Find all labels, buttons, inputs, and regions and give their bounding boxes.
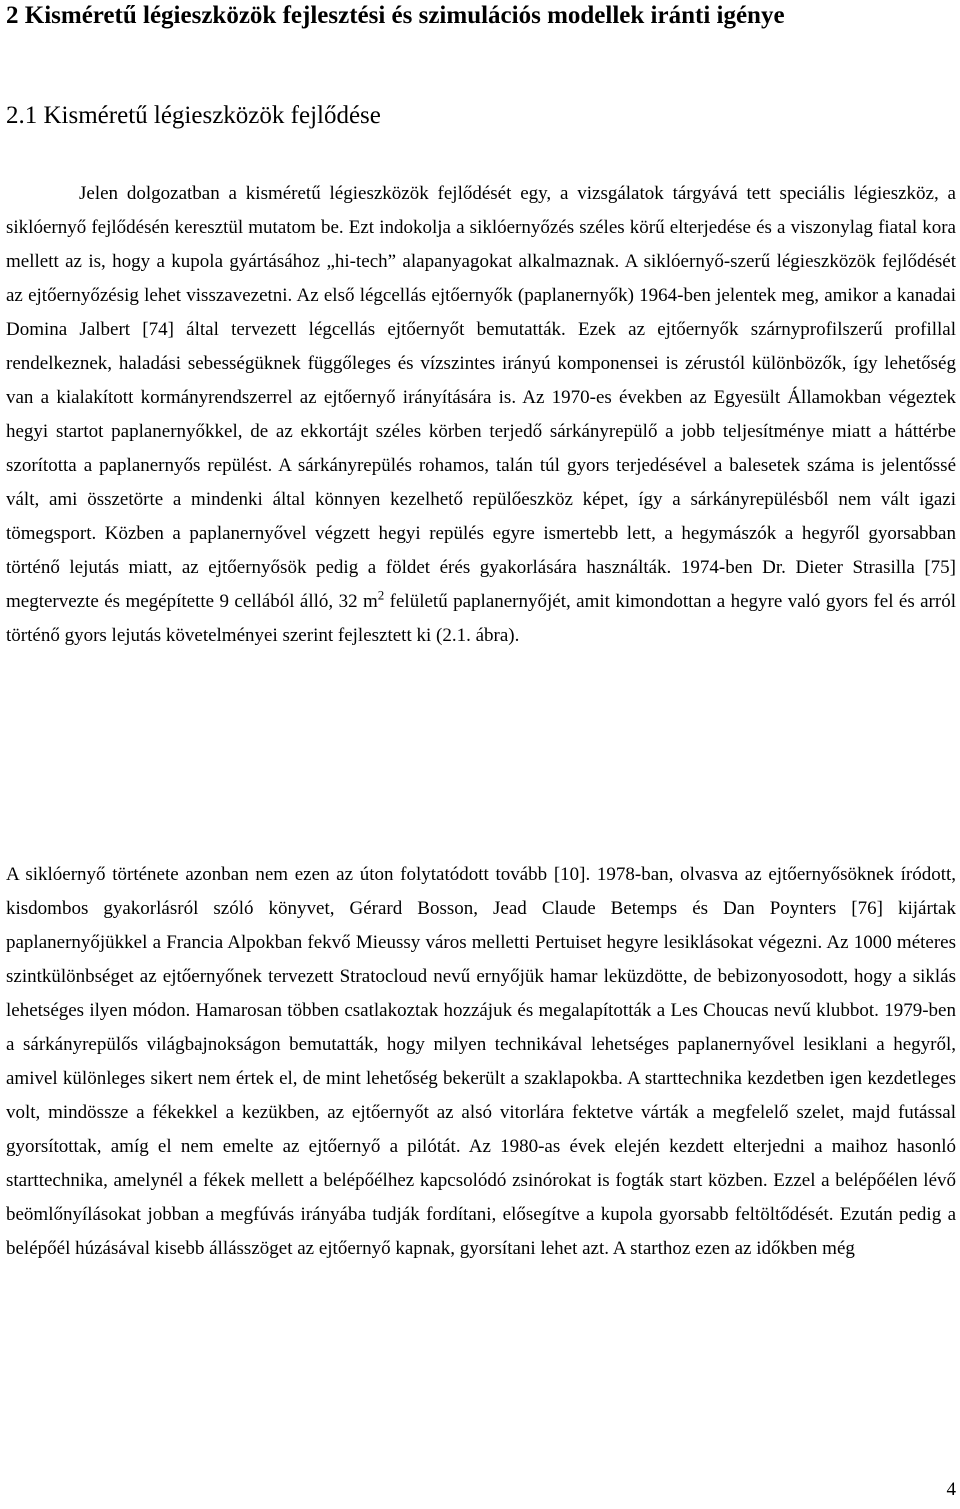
paragraph-1-text: Jelen dolgozatban a kisméretű légieszközök fejlődését egy, a vizsgálatok tárgyává tett speciális légieszköz, a siklóernyő fejlődésén keresztül mutatom be. Ezt indokolja a siklóernyőzés széles körű elterjedése és a viszonylag fiatal kora mellett az is, hogy a kupola gyártásához „hi-tech” alapanyagokat alkalmaznak. A siklóernyő-szerű légieszközök fejlődését az ejtőernyőzésig lehet visszavezetni. Az első légcellás ejtőernyők (paplanernyők) 1964-ben jelentek meg, amikor a kanadai Domina Jalbert [74] által tervezett légcellás ejtőernyőt bemutatták. Ezek az ejtőernyők szárnyprofilszerű profillal rendelkeznek, haladási sebességüknek függőleges és vízszintes irányú komponensei is zérustól különbözők, így lehetőség van a kialakított kormányrendszerrel az ejtőernyő irányítására is. Az 1970-es években az Egyesült Államokban végeztek hegyi startot paplanernyőkkel, de az ekkortájt széles körben terjedő sárkányrepülő a jobb teljesítménye miatt a háttérbe szorította a paplanernyős repülést. A sárkányrepülés rohamos, talán túl gyors terjedésével a balesetek száma is jelentőssé vált, ami összetörte a mindenki által könnyen kezelhető repülőeszköz képet, így a sárkányrepülésből nem vált igazi tömegsport. Közben a paplanernyővel végzett hegyi repülés egyre ismertebb lett, a hegymászók a hegyről gyorsabban történő lejutás miatt, az ejtőernyősök pedig a földet érés gyakorlására használták. 1974-ben Dr. Dieter Strasilla [75] megtervezte és megépítette 9 cellából álló, 32 m bbox=[6, 183, 956, 612]
section-heading: 2.1 Kisméretű légieszközök fejlődése bbox=[6, 102, 381, 129]
paragraph-2: A siklóernyő története azonban nem ezen az úton folytatódott tovább [10]. 1978-ban, olvasva az ejtőernyősöknek íródott, kisdombos gyakorlásról szóló könyvet, Gérard Bosson, Jead Claude Betemps és Dan Poynters [76] kijártak paplanernyőjükkel a Francia Alpokban fekvő Mieussy város melletti Pertuiset hegyre lesiklásokat végezni. Az 1000 méteres szintkülönbséget az ejtőernyőnek tervezett Stratocloud nevű ernyőjük hamar leküzdötte, de bebizonyosodott, hogy a siklás lehetséges ilyen módon. Hamarosan többen csatlakoztak hozzájuk és megalapították a Les Choucas nevű klubbot. 1979-ben a sárkányrepülős világbajnokságon bemutatták, hogy milyen technikával lehetséges paplanernyővel lesiklani a hegyről, amivel különleges sikert nem értek el, de mint lehetőség bekerült a szaklapokba. A starttechnika kezdetben igen kezdetleges volt, mindössze a fékekkel a kezükben, az ejtőernyőt az alsó vitorlára fektetve várták a megfelelő szelet, majd futással gyorsítottak, amíg el nem emelte az ejtőernyő a pilótát. Az 1980-as évek elején kezdett elterjedni a maihoz hasonló starttechnika, amelynél a fékek mellett a belépőélhez kapcsolódó zsinórokat is fogták start közben. Ezzel a belépőélen lévő beömlőnyílásokat jobban a megfúvás irányába tudják fordítani, elősegítve a kupola gyorsabb feltöltődését. Ezután pedig a belépőél húzásával kisebb állásszöget az ejtőernyő kapnak, gyorsítani lehet azt. A starthoz ezen az időkben még bbox=[6, 864, 956, 1259]
superscript-square: 2 bbox=[377, 587, 385, 603]
page-number: 4 bbox=[946, 1479, 956, 1500]
paragraph-1 bbox=[6, 177, 956, 653]
chapter-heading: 2 Kisméretű légieszközök fejlesztési és szimulációs modellek iránti igénye bbox=[6, 2, 785, 29]
paragraph-1-text-cont: felületű paplanernyőjét, amit kimondottan a hegyre való gyors fel és arról történő gyors lejutás követelményei szerint fejlesztett ki (2.1. ábra). bbox=[6, 591, 956, 646]
